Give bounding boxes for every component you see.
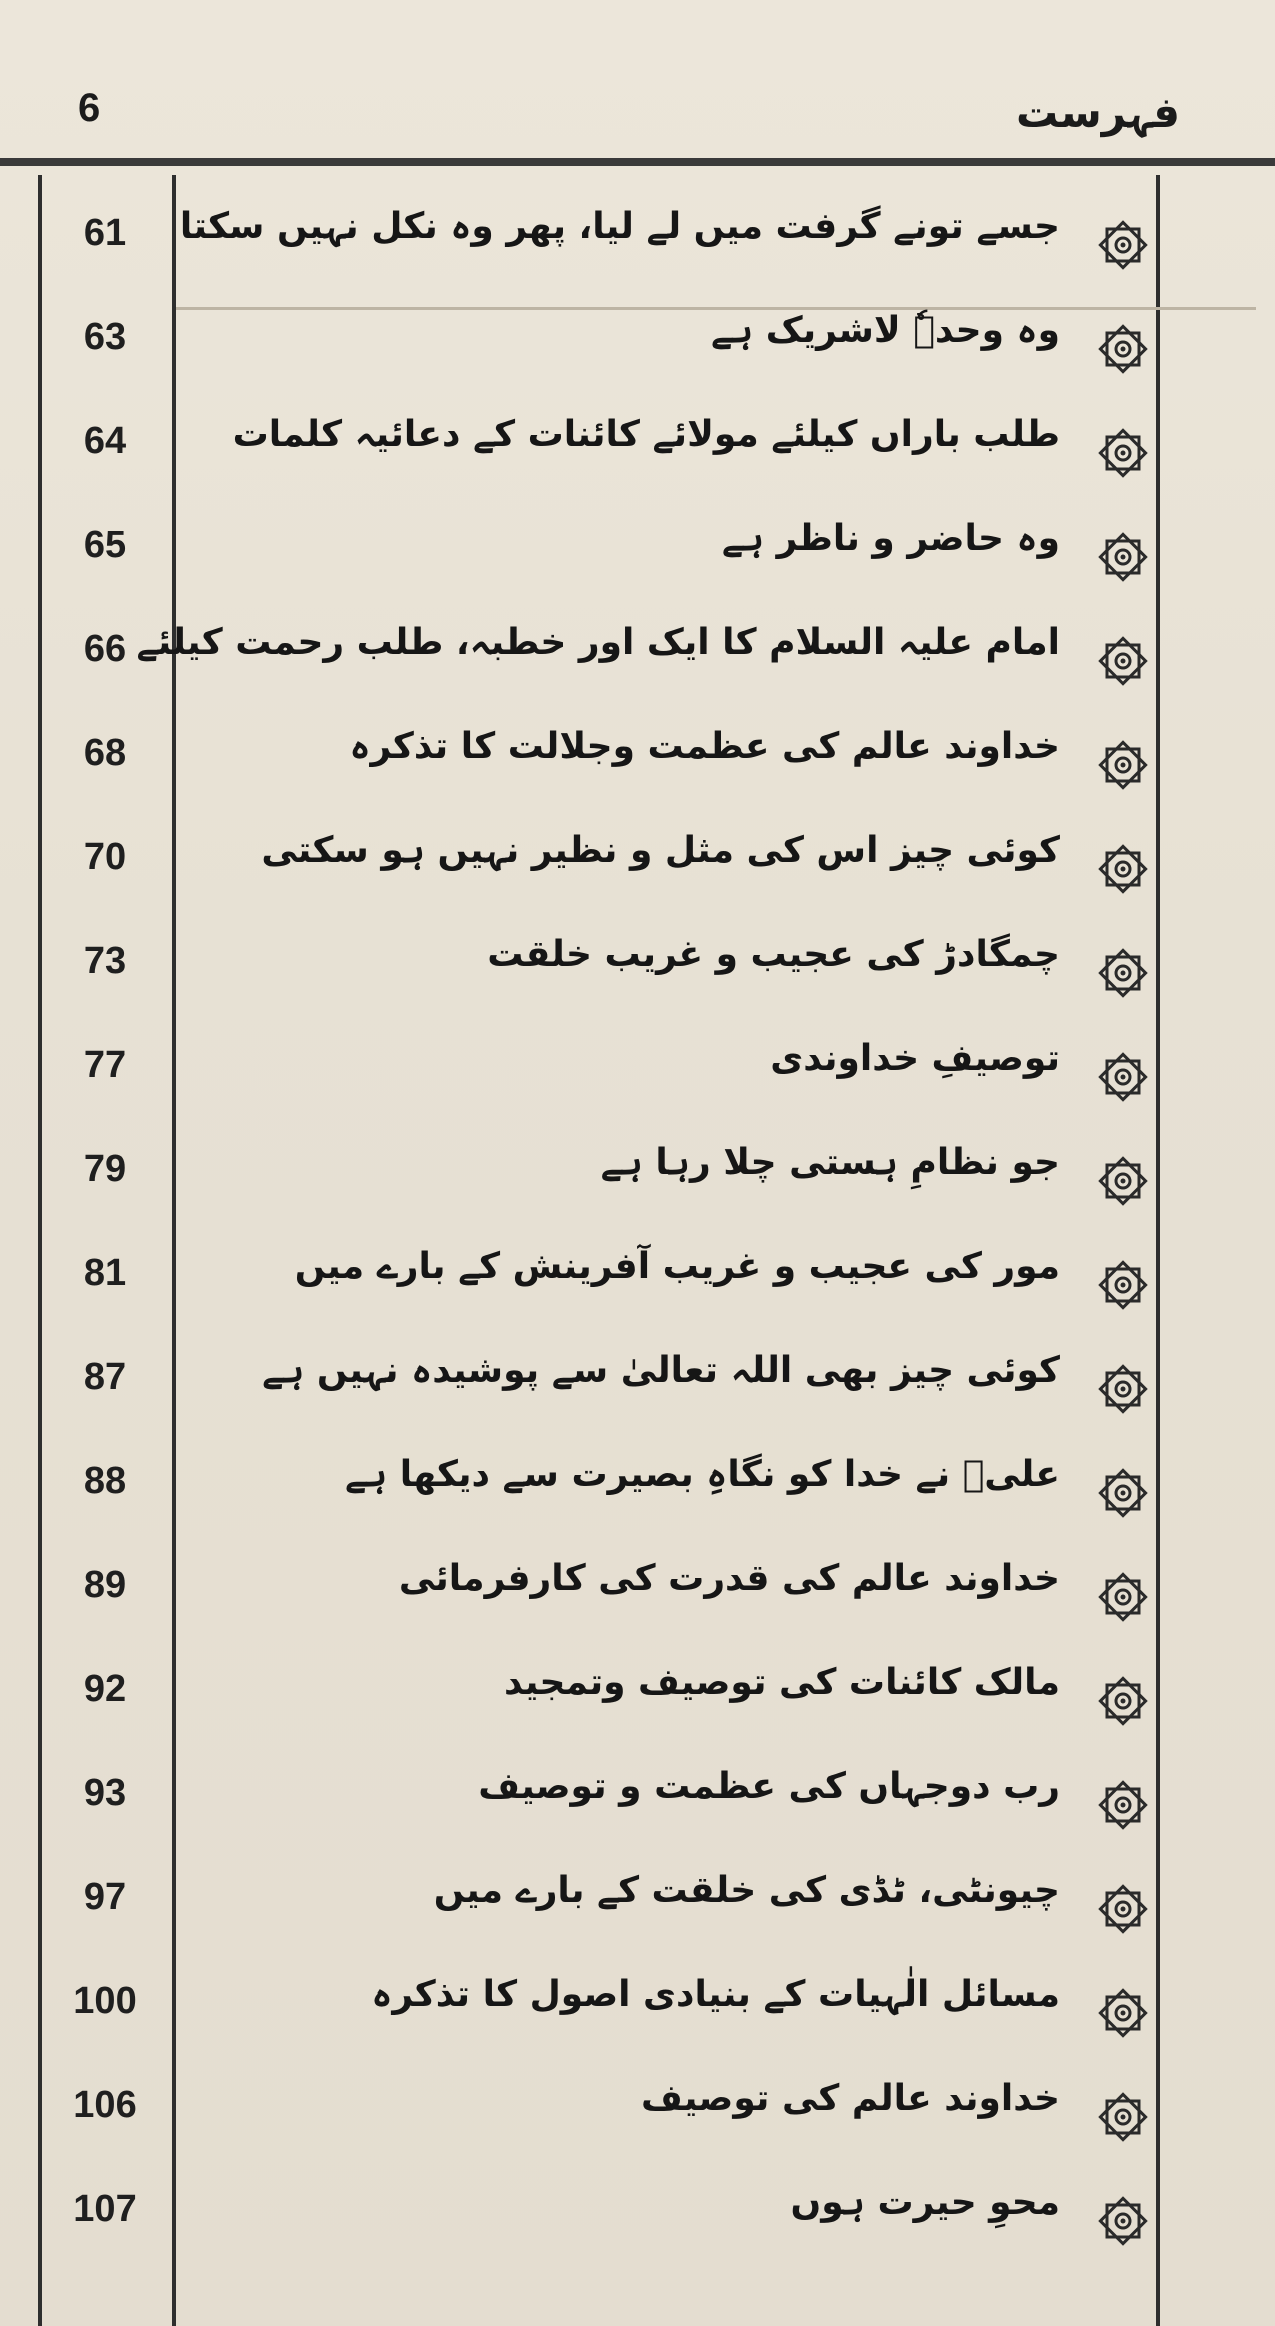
toc-title: رب دوجہاں کی عظمت و توصیف xyxy=(478,1766,1060,1807)
toc-row[interactable] xyxy=(0,708,1275,812)
toc-title: چیونٹی، ٹڈی کی خلقت کے بارے میں xyxy=(433,1870,1060,1911)
page-title: فہرست xyxy=(1015,88,1180,137)
toc-row[interactable] xyxy=(0,500,1275,604)
toc-title: مسائل الٰہیات کے بنیادی اصول کا تذکرہ xyxy=(371,1974,1060,2015)
toc-page-number: 92 xyxy=(83,1668,127,1710)
toc-title: وہ حاضر و ناظر ہے xyxy=(721,518,1060,559)
toc-page-number: 68 xyxy=(83,732,127,774)
toc-row[interactable] xyxy=(0,812,1275,916)
ornament-icon xyxy=(1096,426,1150,480)
ornament-icon xyxy=(1096,1258,1150,1312)
toc-page-number: 81 xyxy=(83,1252,127,1294)
toc-page-number: 88 xyxy=(83,1460,127,1502)
toc-page-number: 64 xyxy=(83,420,127,462)
ornament-icon xyxy=(1096,634,1150,688)
toc-page-number: 89 xyxy=(83,1564,127,1606)
toc-page-number: 65 xyxy=(83,524,127,566)
toc-page-number: 66 xyxy=(83,628,127,670)
toc-row[interactable] xyxy=(0,396,1275,500)
toc-title: مور کی عجیب و غریب آفرینش کے بارے میں xyxy=(294,1246,1060,1287)
page-header xyxy=(0,0,1275,170)
toc-title: مالک کائنات کی توصیف وتمجید xyxy=(504,1662,1060,1703)
toc-row[interactable] xyxy=(0,1124,1275,1228)
toc-row[interactable] xyxy=(0,604,1275,708)
toc-row[interactable] xyxy=(0,1540,1275,1644)
toc-row[interactable] xyxy=(0,1020,1275,1124)
toc-page-number: 97 xyxy=(83,1876,127,1918)
ornament-icon xyxy=(1096,1778,1150,1832)
ornament-icon xyxy=(1096,842,1150,896)
header-rule xyxy=(0,158,1275,166)
toc-row[interactable] xyxy=(0,1852,1275,1956)
ornament-icon xyxy=(1096,1570,1150,1624)
toc-row[interactable] xyxy=(0,188,1275,292)
toc-title: وہ وحدہٗ لاشریک ہے xyxy=(711,310,1060,351)
ornament-icon xyxy=(1096,946,1150,1000)
ornament-icon xyxy=(1096,1674,1150,1728)
toc-row[interactable] xyxy=(0,292,1275,396)
ornament-icon xyxy=(1096,1050,1150,1104)
toc-title: طلب باراں کیلئے مولائے کائنات کے دعائیہ کلمات xyxy=(232,414,1060,455)
toc-title: علیؑ نے خدا کو نگاہِ بصیرت سے دیکھا ہے xyxy=(345,1454,1060,1495)
toc-page-number: 73 xyxy=(83,940,127,982)
toc-row[interactable] xyxy=(0,1748,1275,1852)
toc-title: جو نظامِ ہستی چلا رہا ہے xyxy=(600,1142,1060,1183)
toc-title: خداوند عالم کی عظمت وجلالت کا تذکرہ xyxy=(349,726,1060,767)
toc-title: خداوند عالم کی توصیف xyxy=(640,2078,1060,2119)
toc-title: امام علیہ السلام کا ایک اور خطبہ، طلب رحمت کیلئے xyxy=(136,622,1060,663)
ornament-icon xyxy=(1096,1882,1150,1936)
ornament-icon xyxy=(1096,322,1150,376)
toc-title: محوِ حیرت ہوں xyxy=(790,2182,1060,2223)
toc-page-number: 106 xyxy=(73,2084,137,2126)
toc-page-number: 77 xyxy=(83,1044,127,1086)
ornament-icon xyxy=(1096,530,1150,584)
ornament-icon xyxy=(1096,2194,1150,2248)
toc-row[interactable] xyxy=(0,1228,1275,1332)
toc-title: کوئی چیز اس کی مثل و نظیر نہیں ہو سکتی xyxy=(261,830,1060,871)
ornament-icon xyxy=(1096,218,1150,272)
toc-page-number: 70 xyxy=(83,836,127,878)
toc-row[interactable] xyxy=(0,2164,1275,2268)
toc-row[interactable] xyxy=(0,1956,1275,2060)
ornament-icon xyxy=(1096,1154,1150,1208)
toc-page-number: 100 xyxy=(73,1980,137,2022)
ornament-icon xyxy=(1096,1362,1150,1416)
toc-page-number: 107 xyxy=(73,2188,137,2230)
page-number: 6 xyxy=(78,86,101,130)
toc-title: کوئی چیز بھی اللہ تعالیٰ سے پوشیدہ نہیں ہے xyxy=(262,1350,1060,1391)
toc-title: توصیفِ خداوندی xyxy=(770,1038,1060,1079)
toc-row[interactable] xyxy=(0,916,1275,1020)
ornament-icon xyxy=(1096,1986,1150,2040)
toc-row[interactable] xyxy=(0,1644,1275,1748)
toc-title: خداوند عالم کی قدرت کی کارفرمائی xyxy=(398,1558,1060,1599)
ornament-icon xyxy=(1096,738,1150,792)
toc-page-number: 63 xyxy=(83,316,127,358)
toc-title: جسے تونے گرفت میں لے لیا، پھر وہ نکل نہیں سکتا xyxy=(179,206,1060,247)
toc-row[interactable] xyxy=(0,1436,1275,1540)
toc-title: چمگادڑ کی عجیب و غریب خلقت xyxy=(487,934,1060,975)
ornament-icon xyxy=(1096,1466,1150,1520)
toc-page-number: 61 xyxy=(83,212,127,254)
toc-page-number: 93 xyxy=(83,1772,127,1814)
toc-page-number: 87 xyxy=(83,1356,127,1398)
toc-row[interactable] xyxy=(0,2060,1275,2164)
ornament-icon xyxy=(1096,2090,1150,2144)
toc-row[interactable] xyxy=(0,1332,1275,1436)
toc-page-number: 79 xyxy=(83,1148,127,1190)
